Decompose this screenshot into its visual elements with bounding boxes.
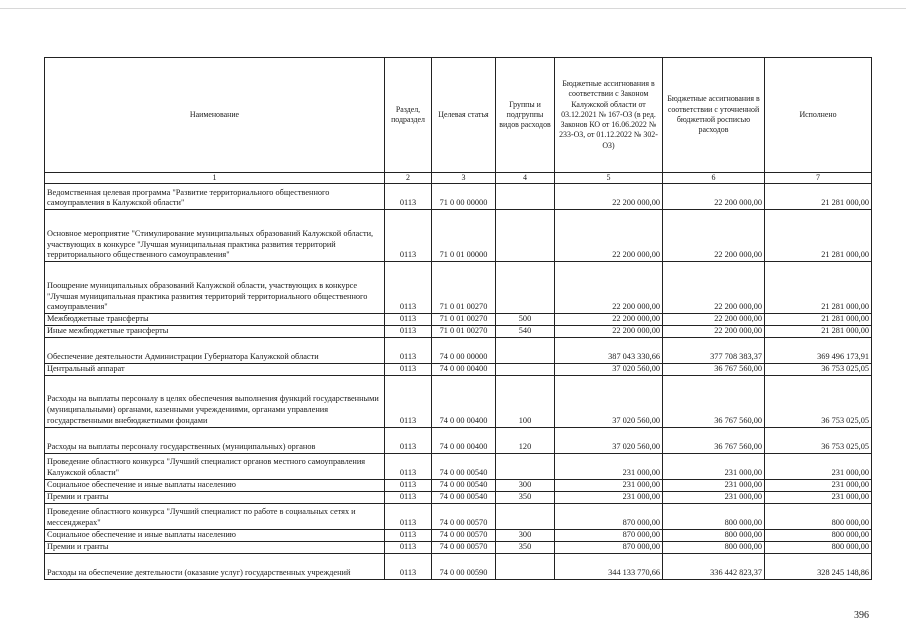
row-target: 71 0 01 00270	[432, 326, 496, 338]
column-number: 4	[496, 173, 555, 184]
row-law-amount: 37 020 560,00	[555, 428, 663, 454]
row-law-amount: 22 200 000,00	[555, 262, 663, 314]
row-group	[496, 364, 555, 376]
row-executed-amount: 369 496 173,91	[765, 338, 872, 364]
row-target: 71 0 01 00270	[432, 262, 496, 314]
row-law-amount: 870 000,00	[555, 504, 663, 530]
table-row	[45, 553, 872, 579]
row-section: 0113	[385, 184, 432, 210]
header-law-allocations: Бюджетные ассигнования в соответствии с Законом Калужской области от 03.12.2021 № 167-ОЗ (в ред. Законов КО от 16.06.2022 № 233-ОЗ, от 01.12.2022 № 302-ОЗ)	[555, 58, 663, 173]
row-executed-amount: 36 753 025,05	[765, 364, 872, 376]
row-target: 74 0 00 00570	[432, 504, 496, 530]
header-name: Наименование	[45, 58, 385, 173]
row-law-amount: 22 200 000,00	[555, 210, 663, 262]
column-number: 1	[45, 173, 385, 184]
row-executed-amount: 36 753 025,05	[765, 428, 872, 454]
row-group	[496, 504, 555, 530]
row-executed-amount: 21 281 000,00	[765, 314, 872, 326]
table-row	[45, 480, 872, 492]
row-name: Межбюджетные трансферты	[45, 314, 385, 326]
row-section: 0113	[385, 504, 432, 530]
row-target: 74 0 00 00570	[432, 530, 496, 542]
row-refined-amount: 336 442 823,37	[663, 553, 765, 579]
row-name: Проведение областного конкурса "Лучший специалист по работе в социальных сетях и мессенджерах"	[45, 504, 385, 530]
column-number: 7	[765, 173, 872, 184]
row-refined-amount: 800 000,00	[663, 504, 765, 530]
table-row	[45, 492, 872, 504]
row-name: Социальное обеспечение и иные выплаты населению	[45, 530, 385, 542]
row-section: 0113	[385, 428, 432, 454]
row-target: 74 0 00 00570	[432, 542, 496, 554]
header-executed: Исполнено	[765, 58, 872, 173]
table-row	[45, 364, 872, 376]
row-section: 0113	[385, 376, 432, 428]
row-group: 500	[496, 314, 555, 326]
header-section: Раздел, подраздел	[385, 58, 432, 173]
row-refined-amount: 231 000,00	[663, 480, 765, 492]
page-top-edge	[0, 8, 906, 9]
row-group	[496, 210, 555, 262]
row-name: Расходы на выплаты персоналу в целях обеспечения выполнения функций государственными (муниципальными) органами, казенными учреждениями, органами управления государственными внебюджетными фондами	[45, 376, 385, 428]
row-name: Центральный аппарат	[45, 364, 385, 376]
row-section: 0113	[385, 480, 432, 492]
row-section: 0113	[385, 530, 432, 542]
row-target: 71 0 01 00000	[432, 210, 496, 262]
row-law-amount: 870 000,00	[555, 542, 663, 554]
row-refined-amount: 377 708 383,37	[663, 338, 765, 364]
row-executed-amount: 231 000,00	[765, 480, 872, 492]
row-group	[496, 262, 555, 314]
row-name: Социальное обеспечение и иные выплаты населению	[45, 480, 385, 492]
row-refined-amount: 800 000,00	[663, 530, 765, 542]
column-number: 6	[663, 173, 765, 184]
row-law-amount: 37 020 560,00	[555, 376, 663, 428]
budget-table	[44, 57, 872, 580]
row-executed-amount: 328 245 148,86	[765, 553, 872, 579]
row-target: 74 0 00 00540	[432, 492, 496, 504]
row-section: 0113	[385, 553, 432, 579]
row-group: 120	[496, 428, 555, 454]
row-group	[496, 454, 555, 480]
table-row	[45, 542, 872, 554]
row-group	[496, 184, 555, 210]
row-group	[496, 338, 555, 364]
row-executed-amount: 800 000,00	[765, 530, 872, 542]
row-executed-amount: 36 753 025,05	[765, 376, 872, 428]
row-executed-amount: 21 281 000,00	[765, 326, 872, 338]
table-row	[45, 530, 872, 542]
table-row	[45, 454, 872, 480]
row-name: Обеспечение деятельности Администрации Губернатора Калужской области	[45, 338, 385, 364]
row-refined-amount: 22 200 000,00	[663, 184, 765, 210]
row-refined-amount: 22 200 000,00	[663, 262, 765, 314]
row-name: Премии и гранты	[45, 492, 385, 504]
row-group: 540	[496, 326, 555, 338]
row-target: 74 0 00 00540	[432, 480, 496, 492]
row-law-amount: 231 000,00	[555, 492, 663, 504]
row-section: 0113	[385, 542, 432, 554]
row-executed-amount: 231 000,00	[765, 454, 872, 480]
header-refined-allocations: Бюджетные ассигнования в соответствии с уточненной бюджетной росписью расходов	[663, 58, 765, 173]
row-law-amount: 37 020 560,00	[555, 364, 663, 376]
row-section: 0113	[385, 314, 432, 326]
row-executed-amount: 21 281 000,00	[765, 262, 872, 314]
row-name: Премии и гранты	[45, 542, 385, 554]
row-name: Проведение областного конкурса "Лучший специалист органов местного самоуправления Калужской области"	[45, 454, 385, 480]
row-name: Иные межбюджетные трансферты	[45, 326, 385, 338]
row-name: Поощрение муниципальных образований Калужской области, участвующих в конкурсе "Лучшая муниципальная практика развития территорий территориального общественного самоуправления"	[45, 262, 385, 314]
row-executed-amount: 800 000,00	[765, 542, 872, 554]
column-number-row	[45, 173, 872, 184]
row-section: 0113	[385, 338, 432, 364]
table-row	[45, 338, 872, 364]
row-section: 0113	[385, 364, 432, 376]
row-refined-amount: 231 000,00	[663, 454, 765, 480]
row-section: 0113	[385, 262, 432, 314]
row-group: 300	[496, 480, 555, 492]
row-target: 71 0 00 00000	[432, 184, 496, 210]
table-row	[45, 262, 872, 314]
row-target: 74 0 00 00400	[432, 376, 496, 428]
row-law-amount: 344 133 770,66	[555, 553, 663, 579]
row-law-amount: 231 000,00	[555, 480, 663, 492]
row-name: Расходы на обеспечение деятельности (оказание услуг) государственных учреждений	[45, 553, 385, 579]
table-row	[45, 210, 872, 262]
table-body	[45, 184, 872, 580]
page-number: 396	[854, 610, 869, 621]
row-target: 74 0 00 00400	[432, 428, 496, 454]
table-row	[45, 326, 872, 338]
row-target: 74 0 00 00000	[432, 338, 496, 364]
row-group: 100	[496, 376, 555, 428]
row-group: 300	[496, 530, 555, 542]
column-number: 5	[555, 173, 663, 184]
row-refined-amount: 36 767 560,00	[663, 376, 765, 428]
row-law-amount: 231 000,00	[555, 454, 663, 480]
table-header-row	[45, 58, 872, 173]
row-executed-amount: 21 281 000,00	[765, 210, 872, 262]
row-refined-amount: 800 000,00	[663, 542, 765, 554]
row-section: 0113	[385, 210, 432, 262]
row-refined-amount: 22 200 000,00	[663, 314, 765, 326]
row-law-amount: 22 200 000,00	[555, 184, 663, 210]
row-refined-amount: 36 767 560,00	[663, 428, 765, 454]
row-group: 350	[496, 492, 555, 504]
row-section: 0113	[385, 492, 432, 504]
row-group: 350	[496, 542, 555, 554]
row-law-amount: 22 200 000,00	[555, 326, 663, 338]
table-row	[45, 504, 872, 530]
row-executed-amount: 21 281 000,00	[765, 184, 872, 210]
row-refined-amount: 22 200 000,00	[663, 326, 765, 338]
row-section: 0113	[385, 326, 432, 338]
row-executed-amount: 231 000,00	[765, 492, 872, 504]
table-row	[45, 184, 872, 210]
row-law-amount: 387 043 330,66	[555, 338, 663, 364]
row-name: Основное мероприятие "Стимулирование муниципальных образований Калужской области, участвующих в конкурсе "Лучшая муниципальная практика развития территорий территориального общественного самоуправления"	[45, 210, 385, 262]
column-number: 2	[385, 173, 432, 184]
row-name: Ведомственная целевая программа "Развитие территориального общественного самоуправления в Калужской области"	[45, 184, 385, 210]
row-target: 74 0 00 00540	[432, 454, 496, 480]
header-groups: Группы и подгруппы видов расходов	[496, 58, 555, 173]
row-executed-amount: 800 000,00	[765, 504, 872, 530]
header-target: Целевая статья	[432, 58, 496, 173]
row-section: 0113	[385, 454, 432, 480]
row-law-amount: 22 200 000,00	[555, 314, 663, 326]
row-target: 74 0 00 00590	[432, 553, 496, 579]
table-row	[45, 376, 872, 428]
row-name: Расходы на выплаты персоналу государственных (муниципальных) органов	[45, 428, 385, 454]
table-row	[45, 428, 872, 454]
row-group	[496, 553, 555, 579]
row-target: 74 0 00 00400	[432, 364, 496, 376]
row-refined-amount: 36 767 560,00	[663, 364, 765, 376]
row-refined-amount: 22 200 000,00	[663, 210, 765, 262]
table-row	[45, 314, 872, 326]
row-law-amount: 870 000,00	[555, 530, 663, 542]
row-refined-amount: 231 000,00	[663, 492, 765, 504]
column-number: 3	[432, 173, 496, 184]
row-target: 71 0 01 00270	[432, 314, 496, 326]
